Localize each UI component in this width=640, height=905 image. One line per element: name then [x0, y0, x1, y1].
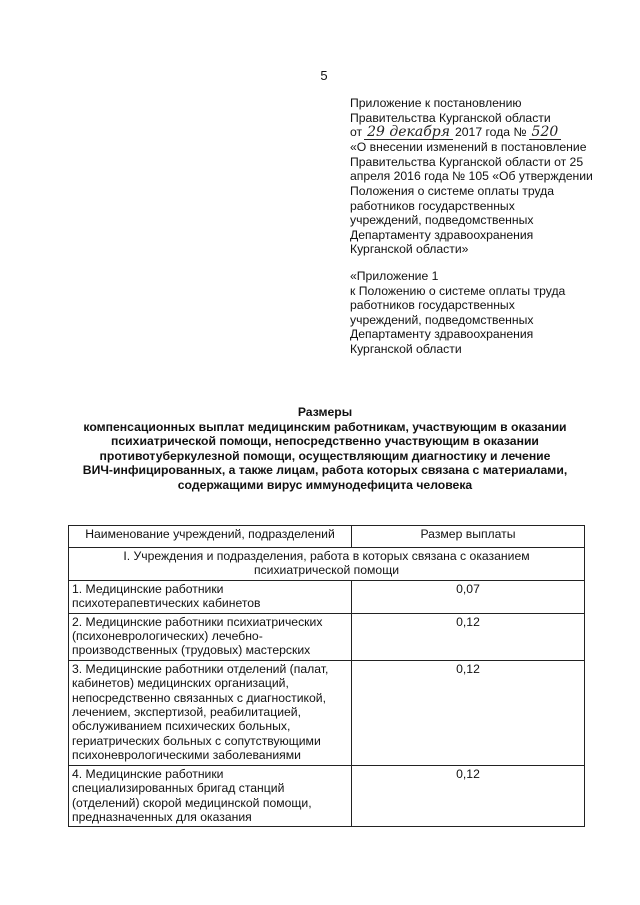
row-name-line: предназначенных для оказания	[72, 809, 252, 824]
table-row	[69, 580, 585, 613]
row-name-line: кабинетов) медицинских организаций,	[72, 676, 289, 691]
appendix-1-line: работников государственных	[350, 298, 515, 313]
row-name	[69, 613, 352, 660]
header-name: Наименование учреждений, подразделений	[69, 526, 352, 548]
appendix-1-line: Курганской области	[350, 341, 462, 356]
table-row	[69, 660, 585, 765]
appendix-line: Правительства Курганской области	[350, 110, 551, 125]
row-name-line: гериатрических больных с сопутствующими	[72, 733, 321, 748]
appendix-line: Департаменту здравоохранения	[350, 227, 534, 242]
row-name-line: (отделений) скорой медицинской помощи,	[72, 795, 312, 810]
appendix-1-header	[350, 269, 608, 357]
section-title-line: психиатрической помощи	[253, 563, 400, 578]
document-title	[60, 405, 590, 493]
appendix-date-line	[350, 125, 608, 140]
table-row	[69, 765, 585, 827]
title-line: противотуберкулезной помощи, осуществляющим диагностику и лечение	[99, 448, 551, 463]
row-value: 0,12	[352, 613, 585, 660]
row-name-line: специализированных бригад станций	[72, 781, 285, 796]
row-name-line: (психоневрологических) лечебно-	[72, 629, 263, 644]
section-title	[69, 548, 585, 581]
appendix-line: Правительства Курганской области от 25	[350, 154, 584, 169]
title-line: ВИЧ-инфицированных, а также лицам, работа которых связана с материалами,	[82, 463, 568, 478]
row-name-line: 3. Медицинские работники отделений (палат,	[72, 661, 329, 676]
header-amount: Размер выплаты	[352, 526, 585, 548]
row-name-line: психоневрологическими заболеваниями	[72, 748, 301, 763]
appendix-line: апреля 2016 года № 105 «Об утверждении	[350, 169, 593, 184]
row-value: 0,12	[352, 660, 585, 765]
appendix-1-line: к Положению о системе оплаты труда	[350, 283, 566, 298]
appendix-1-line: учреждений, подведомственных	[350, 312, 534, 327]
section-row	[69, 548, 585, 581]
appendix-line: Положения о системе оплаты труда	[350, 183, 555, 198]
appendix-1-line: Департаменту здравоохранения	[350, 327, 534, 342]
section-title-line: I. Учреждения и подразделения, работа в которых связана с оказанием	[123, 549, 530, 563]
page-number: 5	[320, 68, 328, 83]
row-name-line: психотерапевтических кабинетов	[72, 596, 261, 611]
appendix-line: Курганской области»	[350, 242, 469, 257]
title-line: психиатрической помощи, непосредственно участвующим в оказании	[111, 434, 539, 449]
row-name-line: 4. Медицинские работники	[72, 766, 224, 781]
row-name	[69, 660, 352, 765]
row-name	[69, 765, 352, 827]
title-line: Размеры	[297, 405, 353, 419]
row-name	[69, 580, 352, 613]
appendix-line: учреждений, подведомственных	[350, 213, 534, 228]
handwritten-doc-number: 520	[529, 126, 562, 140]
row-value: 0,07	[352, 580, 585, 613]
title-line: содержащими вирус иммунодефицита человека	[177, 477, 473, 492]
row-name-line: обслуживанием психических больных,	[72, 719, 291, 734]
appendix-1-line: «Приложение 1	[350, 269, 439, 283]
appendix-header	[350, 96, 608, 257]
row-name-line: производственных (трудовых) мастерских	[72, 643, 311, 658]
table-row	[69, 613, 585, 660]
table-header-row	[69, 526, 585, 548]
title-line: компенсационных выплат медицинским работникам, участвующим в оказании	[83, 419, 567, 434]
appendix-line: работников государственных	[350, 198, 515, 213]
appendix-line: «О внесении изменений в постановление	[350, 140, 587, 155]
appendix-line: Приложение к постановлению	[350, 96, 522, 110]
row-name-line: 1. Медицинские работники	[72, 581, 224, 596]
row-name-line: 2. Медицинские работники психиатрических	[72, 614, 323, 629]
row-name-line: непосредственно связанных с диагностикой,	[72, 690, 326, 705]
date-year-number: 2017 года №	[455, 125, 527, 140]
handwritten-date: 29 декабря	[364, 126, 453, 140]
row-value: 0,12	[352, 765, 585, 827]
date-prefix: от	[350, 125, 363, 140]
row-name-line: лечением, экспертизой, реабилитацией,	[72, 705, 301, 720]
rates-table	[68, 525, 585, 827]
